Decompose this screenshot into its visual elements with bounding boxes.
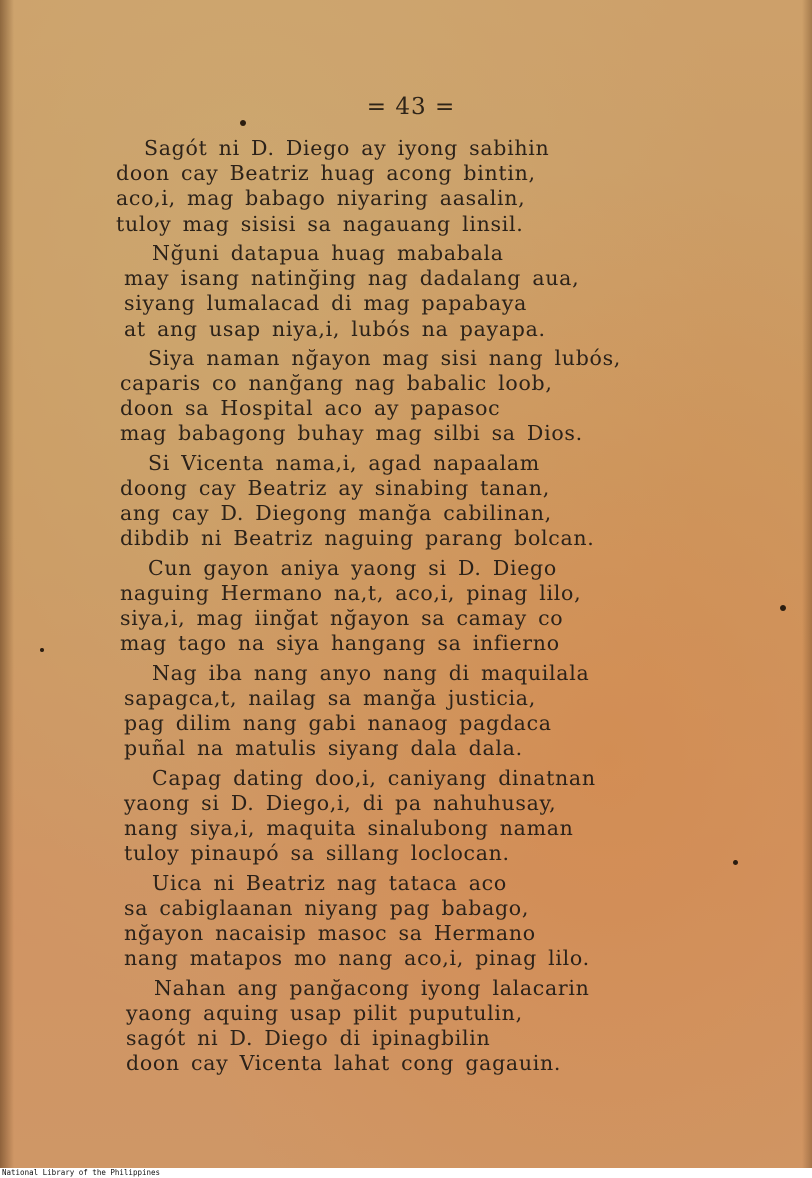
verse-line: nğayon nacaisip masoc sa Hermano <box>124 920 536 945</box>
stanza <box>0 136 812 237</box>
stanza <box>0 871 812 972</box>
verse-line: Capag dating doo,i, caniyang dinatnan <box>152 765 596 790</box>
stanza <box>0 766 812 867</box>
poem-body <box>0 136 812 1080</box>
verse-line: naguing Hermano na,t, aco,i, pinag lilo, <box>120 580 582 605</box>
ink-speck <box>733 860 738 865</box>
verse-line: aco,i, mag babago niyaring aasalin, <box>116 186 526 211</box>
verse-line: tuloy mag sisisi sa nagauang linsil. <box>116 211 524 236</box>
stanza <box>0 661 812 762</box>
stanza <box>0 241 812 342</box>
verse-line: ang cay D. Diegong manğa cabilinan, <box>120 501 552 526</box>
verse-line: pag dilim nang gabi nanaog pagdaca <box>124 711 552 736</box>
verse-line: sapagca,t, nailag sa manğa justicia, <box>124 685 536 710</box>
verse-line: doon sa Hospital aco ay papasoc <box>120 396 501 421</box>
footer-credit <box>0 1168 812 1178</box>
verse-line: Si Vicenta nama,i, agad napaalam <box>148 450 540 475</box>
verse-line: sagót ni D. Diego di ipinagbilin <box>126 1025 491 1050</box>
ink-speck <box>780 605 786 611</box>
verse-line: dibdib ni Beatriz naguing parang bolcan. <box>120 526 595 551</box>
verse-line: may isang natinğing nag dadalang aua, <box>124 266 580 291</box>
verse-line: sa cabiglaanan niyang pag babago, <box>124 895 530 920</box>
stanza <box>0 556 812 657</box>
verse-line: yaong aquing usap pilit puputulin, <box>126 1000 523 1025</box>
verse-line: Nahan ang panğacong iyong lalacarin <box>154 975 590 1000</box>
verse-line: nang matapos mo nang aco,i, pinag lilo. <box>124 946 590 971</box>
verse-line: puñal na matulis siyang dala dala. <box>124 736 523 761</box>
verse-line: Siya naman nğayon mag sisi nang lubós, <box>148 345 622 370</box>
ink-speck <box>40 648 44 652</box>
verse-line: Sagót ni D. Diego ay iyong sabihin <box>144 136 550 160</box>
verse-line: mag tago na siya hangang sa infierno <box>120 631 560 656</box>
verse-line: siyang lumalacad di mag papabaya <box>124 291 527 316</box>
verse-line: Nag iba nang anyo nang di maquilala <box>152 660 590 685</box>
verse-line: doon cay Beatriz huag acong bintin, <box>116 161 536 186</box>
stanza <box>0 346 812 447</box>
page-number: = 43 = <box>366 94 456 120</box>
verse-line: doong cay Beatriz ay sinabing tanan, <box>120 476 550 500</box>
stanza <box>0 976 812 1077</box>
verse-line: doon cay Vicenta lahat cong gagauin. <box>126 1051 562 1076</box>
stanza <box>0 451 812 552</box>
verse-line: Nğuni datapua huag mababala <box>152 240 504 265</box>
ink-speck <box>240 120 246 126</box>
verse-line: nang siya,i, maquita sinalubong naman <box>124 816 574 840</box>
verse-line: at ang usap niya,i, lubós na payapa. <box>124 316 546 341</box>
verse-line: caparis co nanğang nag babalic loob, <box>120 371 553 396</box>
verse-line: siya,i, mag iinğat nğayon sa camay co <box>120 606 564 631</box>
verse-line: tuloy pinaupó sa sillang loclocan. <box>124 841 510 866</box>
verse-line: Uica ni Beatriz nag tataca aco <box>152 870 507 895</box>
verse-line: Cun gayon aniya yaong si D. Diego <box>148 555 557 580</box>
verse-line: mag babagong buhay mag silbi sa Dios. <box>120 421 583 446</box>
verse-line: yaong si D. Diego,i, di pa nahuhusay, <box>124 790 557 815</box>
footer-credit-text: National Library of the Philippines <box>2 1168 161 1177</box>
